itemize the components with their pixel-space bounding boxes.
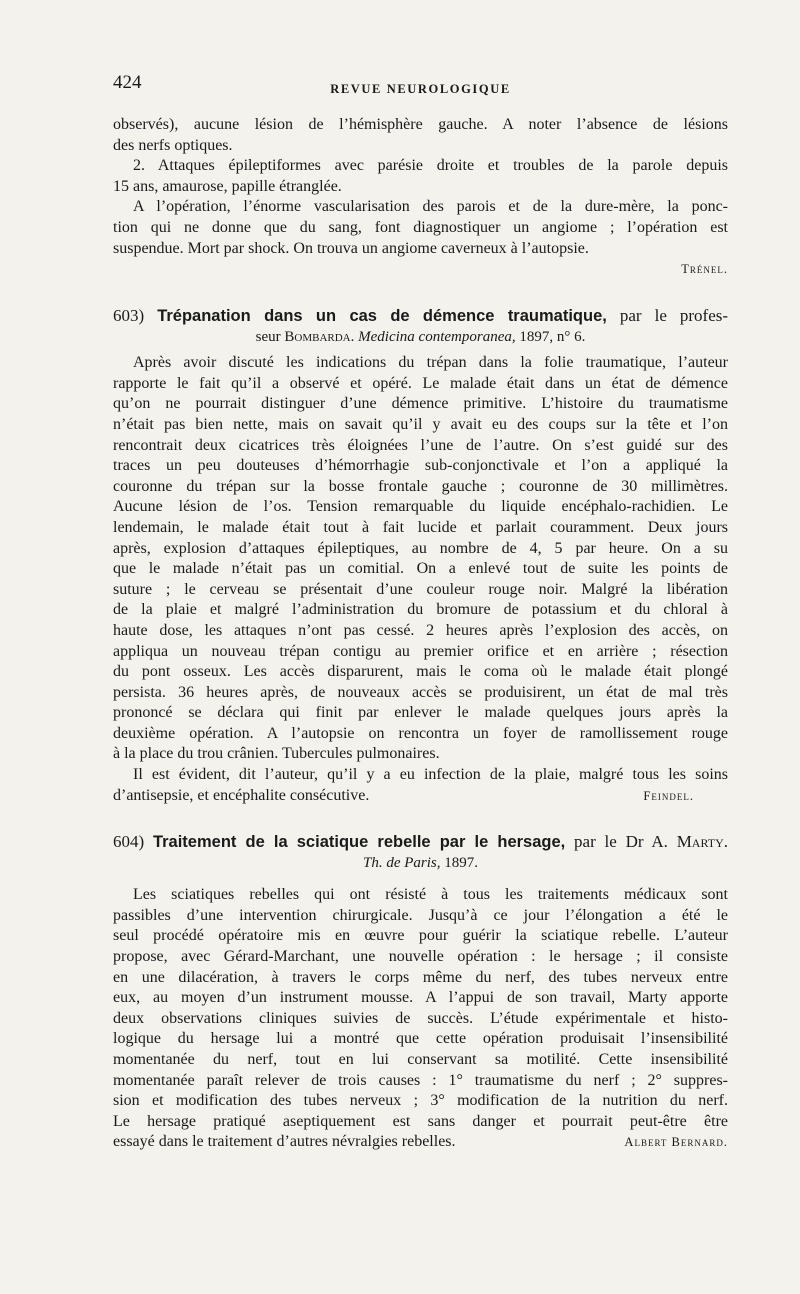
text-line: 2. Attaques épileptiformes avec parésie droite et troubles de la parole depuis <box>133 157 728 175</box>
article-title: Traitement de la sciatique rebelle par le hersage, <box>152 833 566 851</box>
text-line: momentanée du nerf, tout en lui conservant sa motilité. Cette insensibilité <box>113 1050 728 1068</box>
text-line: propose, avec Gérard-Marchant, une nouvelle opération : le hersage ; il consiste <box>113 947 728 965</box>
journal-name: Medicina contemporanea, <box>358 328 516 345</box>
text-line: Il est évident, dit l’auteur, qu’il y a eu infection de la plaie, malgré tous les soins <box>133 766 728 784</box>
article-byline: par le Dr A. <box>574 832 668 851</box>
signature: Trénel. <box>681 262 728 277</box>
text-line: que le malade n’était pas un comitial. On a enlevé tout de suite les points de <box>113 560 728 578</box>
text-line: deux observations cliniques suivies de succès. L’étude expérimentale et histo- <box>113 1009 728 1027</box>
text-line: des nerfs optiques. <box>113 136 233 154</box>
text-line: n’était pas bien nette, mais on savait qu’il y avait eu des coups sur la tête et l’on <box>113 415 728 433</box>
article-604 <box>113 832 728 1153</box>
text-line: deuxième opération. A l’autopsie on rencontra un foyer de ramollissement rouge <box>113 724 728 742</box>
journal-name: Th. de Paris, <box>362 854 441 871</box>
text-line: 15 ans, amaurose, papille étranglée. <box>113 177 342 195</box>
text-line: persista. 36 heures après, de nouveaux accès se produisirent, un état de mal très <box>113 683 728 701</box>
text-line: en une dilacération, à travers le corps même du nerf, des tubes nerveux entre <box>113 968 728 986</box>
previous-article-tail <box>113 115 728 280</box>
page-header <box>113 72 728 106</box>
signature: Feindel. <box>643 788 694 803</box>
text-line: haute dose, les attaques n’ont pas cessé. 2 heures après l’explosion des accès, on <box>113 621 728 639</box>
text-line: tion qui ne donne que du sang, font diagnostiquer un angiome ; l’opération est <box>113 218 728 236</box>
article-title: Trépanation dans un cas de démence traumatique, <box>157 307 607 325</box>
running-title: REVUE NEUROLOGIQUE <box>330 82 511 96</box>
text-line: suspendue. Mort par shock. On trouva un angiome caverneux à l’autopsie. <box>113 239 589 257</box>
text-line: logique du hersage lui a montré que cette opération produisait l’insensibilité <box>113 1030 728 1048</box>
text-line: A l’opération, l’énorme vascularisation des parois et de la dure-mère, la ponc- <box>133 198 728 216</box>
text-line: Les sciatiques rebelles qui ont résisté à tous les traitements médicaux sont <box>133 886 728 904</box>
article-number: 604) <box>113 832 145 851</box>
text-line: sion et modification des tubes nerveux ; 3° modification de la nutrition du nerf. <box>113 1092 728 1110</box>
text-line: eux, au moyen d’un instrument mousse. A l’appui de son travail, Marty apporte <box>113 989 728 1007</box>
text-line: traces un peu douteuses d’hémorrhagie sub-conjonctivale et l’on a appliqué la <box>113 457 728 475</box>
text-line: prononcé se déclara qui finit par enlever le malade quelques jours après la <box>113 704 728 722</box>
text-line-with-signature: d’antisepsie, et encéphalite consécutive. Feindel. <box>113 786 728 807</box>
article-heading <box>113 832 728 853</box>
article-byline: par le profes- <box>619 306 728 325</box>
article-source-line: seur Bombarda. Medicina contemporanea, 1897, n° 6. <box>255 328 586 345</box>
text-line: suture ; le cerveau se présentait d’une couleur rouge noir. Malgré la libération <box>113 580 728 598</box>
signature: Albert Bernard. <box>624 1135 728 1150</box>
text-line: rencontrait deux cicatrices très éloignées l’une de l’autre. On s’est guidé sur des <box>113 436 728 454</box>
text-line-with-signature: essayé dans le traitement d’autres névralgies rebelles. Albert Bernard. <box>113 1132 728 1153</box>
text-line: rapporte le fait qu’il a observé et opéré. Le malade était dans un état de démence <box>113 374 728 392</box>
article-source-line: Th. de Paris, 1897. <box>362 854 478 871</box>
text-line: passibles d’une intervention chirurgicale. Jusqu’à ce jour l’élongation a été le <box>113 906 728 924</box>
text-line: Aucune lésion de l’os. Tension remarquable du liquide encéphalo-rachidien. Le <box>113 498 728 516</box>
text-line: seul procédé opératoire mis en œuvre pour guérir la sciatique rebelle. L’auteur <box>113 927 728 945</box>
text-line: observés), aucune lésion de l’hémisphère gauche. A noter l’absence de lésions <box>113 116 728 133</box>
text-line: couronne du trépan sur la bosse frontale gauche ; couronne de 30 millimètres. <box>113 477 728 495</box>
text-line: du pont osseux. Les accès disparurent, mais le coma où le malade était plongé <box>113 663 728 681</box>
article-number: 603) <box>113 306 145 325</box>
text-line: appliqua un nouveau trépan contigu au premier orifice et en arrière ; résection <box>113 642 728 660</box>
text-line: momentanée paraît relever de trois causes : 1° traumatisme du nerf ; 2° suppres- <box>113 1071 728 1089</box>
text-line: lendemain, le malade était tout à fait lucide et parlait couramment. Deux jours <box>113 518 728 536</box>
page-number: 424 <box>113 72 142 93</box>
author-name: Bombarda. <box>284 328 355 345</box>
text-line: de la plaie et malgré l’administration du bromure de potassium et du chloral à <box>113 601 728 619</box>
article-heading <box>113 306 728 327</box>
text-line: Après avoir discuté les indications du trépan dans la folie traumatique, l’auteur <box>133 354 728 372</box>
author-name: Marty. <box>676 832 728 851</box>
text-line: Le hersage pratiqué aseptiquement est sans danger et pourrait peut-être être <box>113 1112 728 1130</box>
text-line: après, explosion d’attaques épileptiques, au nombre de 4, 5 par heure. On a su <box>113 539 728 557</box>
text-line: à la place du trou crânien. Tubercules pulmonaires. <box>113 745 440 763</box>
article-603 <box>113 306 728 806</box>
text-line: qu’on ne pourrait distinguer d’une démence primitive. L’histoire du traumatisme <box>113 395 728 413</box>
